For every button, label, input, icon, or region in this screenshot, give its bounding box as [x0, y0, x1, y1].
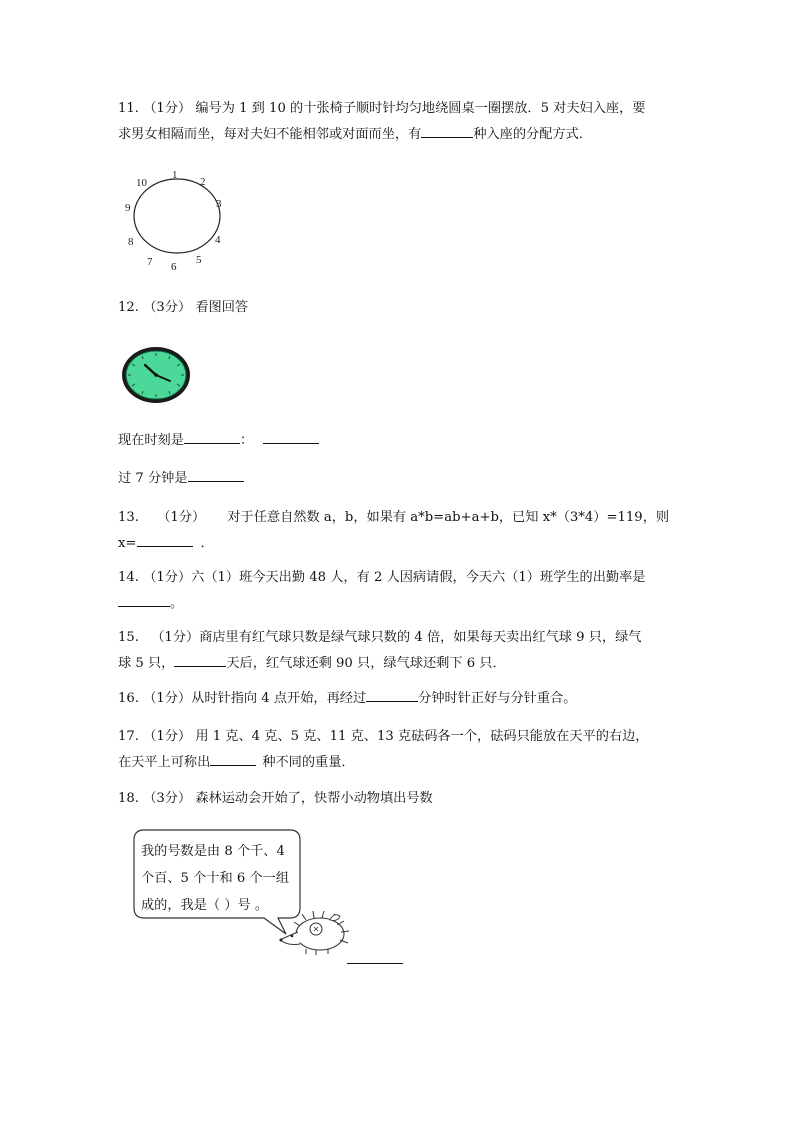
question-11-line-1	[118, 96, 680, 122]
seat-label-5: 5	[196, 254, 202, 266]
question-text: 种入座的分配方式．	[473, 127, 592, 142]
question-number: 13.	[118, 510, 139, 525]
seat-label-6: 6	[171, 261, 177, 273]
answer-blank[interactable]	[137, 532, 193, 547]
question-text: 种不同的重量．	[262, 755, 355, 770]
question-number: 18.	[118, 791, 139, 806]
question-11-line-2	[118, 122, 680, 148]
question-17-line-1	[118, 724, 680, 750]
question-score: （1分）	[151, 630, 200, 645]
question-text: x=	[118, 536, 137, 551]
question-18	[118, 786, 680, 812]
question-text: 森林运动会开始了，快帮小动物填出号数	[195, 791, 433, 806]
question-text: 现在时刻是	[118, 433, 184, 448]
question-12	[118, 295, 680, 321]
question-13	[118, 505, 680, 557]
question-number: 16.	[118, 691, 139, 706]
question-text: 对于任意自然数 a，b，如果有 a*b=ab+a+b，已知 x*（3*4）=119，则	[227, 510, 670, 525]
question-text: 在天平上可称出	[118, 755, 211, 770]
seat-label-4: 4	[215, 234, 221, 246]
question-14-line-2	[118, 591, 680, 617]
question-text: 用 1 克、4 克、5 克、11 克、13 克砝码各一个，砝码只能放在天平的右边，	[195, 729, 649, 744]
question-text: 编号为 1 到 10 的十张椅子顺时针均匀地绕圆桌一圈摆放．5 对夫妇入座，要	[195, 101, 646, 116]
question-15-line-2	[118, 651, 680, 677]
question-score: （1分）	[157, 510, 206, 525]
question-text: 商店里有红气球只数是绿气球只数的 4 倍，如果每天卖出红气球 9 只，绿气	[199, 630, 642, 645]
question-15	[118, 625, 680, 677]
question-text: 看图回答	[195, 300, 249, 315]
answer-blank[interactable]	[174, 652, 226, 667]
answer-blank[interactable]	[184, 429, 240, 444]
question-text: 从时针指向 4 点开始，再经过	[191, 691, 367, 706]
question-score: （1分）	[143, 729, 192, 744]
question-text: 求男女相隔而坐，每对夫妇不能相邻或对面而坐，有	[118, 127, 422, 142]
question-text: ：	[239, 433, 254, 448]
bubble-line-2: 个百、5 个十和 6 个一组	[141, 871, 290, 886]
question-16	[118, 686, 680, 712]
question-text: 。	[170, 596, 184, 611]
answer-blank[interactable]	[421, 123, 473, 138]
seat-label-7: 7	[147, 256, 153, 268]
question-score: （1分）	[143, 101, 192, 116]
seat-label-8: 8	[128, 236, 134, 248]
question-score: （3分）	[143, 300, 192, 315]
question-number: 11.	[118, 101, 139, 116]
question-12-answer-1	[118, 428, 680, 454]
question-13-line-1	[118, 505, 680, 531]
answer-blank[interactable]	[210, 751, 256, 766]
answer-blank[interactable]	[366, 687, 418, 702]
question-score: （3分）	[143, 791, 192, 806]
question-14	[118, 565, 680, 617]
clock-center	[154, 373, 158, 377]
table-outline	[134, 179, 220, 253]
speech-bubble-text	[141, 838, 289, 919]
question-text: 球 5 只，	[118, 656, 175, 671]
question-17-line-2	[118, 750, 680, 776]
question-number: 17.	[118, 729, 139, 744]
answer-blank[interactable]	[263, 429, 319, 444]
question-13-line-2	[118, 531, 680, 557]
seat-label-1: 1	[172, 169, 178, 181]
question-score: （1分）	[143, 570, 192, 585]
question-17	[118, 724, 680, 776]
question-text: 六（1）班今天出勤 48 人，有 2 人因病请假，今天六（1）班学生的出勤率是	[191, 570, 646, 585]
question-11	[118, 96, 680, 148]
bubble-line-1: 我的号数是由 8 个千、4	[141, 844, 285, 859]
question-15-line-1	[118, 625, 680, 651]
seat-label-10: 10	[136, 177, 147, 189]
question-number: 15.	[118, 630, 139, 645]
question-12-answer-2	[118, 466, 680, 492]
answer-blank[interactable]	[118, 592, 170, 607]
bubble-line-3: 成的，我是（ ）号 。	[141, 898, 269, 913]
question-number: 12.	[118, 300, 139, 315]
question-14-line-1	[118, 565, 680, 591]
question-number: 14.	[118, 570, 139, 585]
question-text: 分钟时针正好与分针重合。	[418, 691, 577, 706]
seat-label-2: 2	[200, 176, 206, 188]
clock-figure	[120, 345, 194, 407]
question-text: ．	[200, 536, 214, 551]
round-table-figure	[124, 166, 228, 274]
seat-label-9: 9	[125, 202, 131, 214]
answer-blank[interactable]	[188, 467, 244, 482]
question-score: （1分）	[143, 691, 192, 706]
answer-blank[interactable]	[347, 949, 403, 964]
question-text: 天后，红气球还剩 90 只，绿气球还剩下 6 只．	[226, 656, 506, 671]
seat-label-3: 3	[216, 198, 222, 210]
question-text: 过 7 分钟是	[118, 471, 188, 486]
